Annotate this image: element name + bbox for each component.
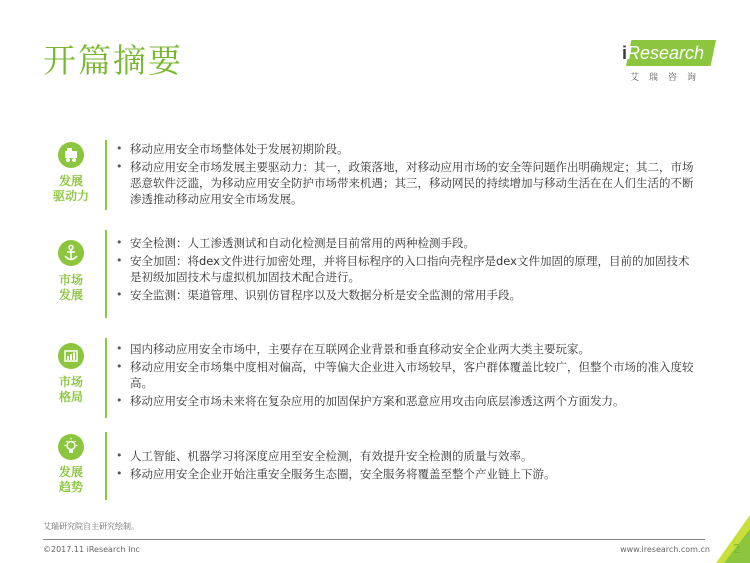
list-item <box>114 359 700 391</box>
page-title: 开篇摘要 <box>43 41 183 80</box>
list-item <box>114 393 700 409</box>
section-label <box>48 273 94 303</box>
bullet-dot-icon: • <box>116 142 123 155</box>
list-item <box>114 341 700 357</box>
footer-divider <box>43 539 705 540</box>
bullet-text: 人工智能、机器学习将深度应用至安全检测，有效提升安全检测的质量与效率。 <box>130 449 533 463</box>
section-label <box>48 174 94 204</box>
label-line-1: 市场 <box>58 375 83 389</box>
website-url: www.iresearch.com.cn <box>620 545 710 554</box>
bullet-text: 安全加固：将dex文件进行加密处理，并将目标程序的入口指向壳程序是dex文件加固的原理，目前的加固技术是初级加固技术与虚拟机加固技术配合进行。 <box>130 254 690 284</box>
bullet-dot-icon: • <box>116 160 123 173</box>
list-item <box>114 466 700 482</box>
bullet-text: 国内移动应用安全市场中，主要存在互联网企业背景和垂直移动安全企业两大类主要玩家。 <box>130 342 590 356</box>
page-number: 2 <box>733 542 741 556</box>
list-item <box>114 448 700 464</box>
bullet-text: 移动应用安全市场未来将在复杂应用的加固保护方案和恶意应用攻击向底层渗透这两个方面发力。 <box>130 394 625 408</box>
bullet-dot-icon: • <box>116 467 123 480</box>
bullet-dot-icon: • <box>116 342 123 355</box>
chart-icon <box>58 343 84 369</box>
logo-subtitle: 艾瑞咨询 <box>630 73 707 83</box>
section-divider <box>105 140 107 210</box>
list-item <box>114 235 700 251</box>
anchor-icon <box>58 240 84 266</box>
lightbulb-icon <box>58 434 84 460</box>
bullet-list <box>114 235 700 305</box>
section-divider <box>105 432 107 500</box>
list-item <box>114 253 700 285</box>
section-market-development <box>48 230 708 318</box>
section-market-landscape <box>48 338 708 418</box>
bullet-text: 移动应用安全企业开始注重安全服务生态圈，安全服务将覆盖至整个产业链上下游。 <box>130 467 556 481</box>
label-line-1: 发展 <box>58 174 83 188</box>
label-line-2: 格局 <box>58 390 83 404</box>
section-label <box>48 465 94 495</box>
bullet-dot-icon: • <box>116 360 123 373</box>
bullet-dot-icon: • <box>116 254 123 267</box>
bullet-text: 安全检测：人工渗透测试和自动化检测是目前常用的两种检测手段。 <box>130 236 475 250</box>
section-divider <box>105 338 107 418</box>
locomotive-icon <box>58 142 84 168</box>
logo-wordmark <box>622 40 704 66</box>
bullet-list <box>114 341 700 411</box>
bullet-text: 移动应用安全市场整体处于发展初期阶段。 <box>130 142 349 156</box>
section-drivers <box>48 140 708 210</box>
label-line-1: 市场 <box>58 273 83 287</box>
list-item <box>114 141 700 157</box>
logo-i: i <box>622 43 628 63</box>
iresearch-logo <box>612 38 717 88</box>
source-note: 艾瑞研究院自主研究绘制。 <box>43 522 139 531</box>
list-item <box>114 159 700 207</box>
section-trends <box>48 432 708 500</box>
bullet-dot-icon: • <box>116 394 123 407</box>
label-line-2: 趋势 <box>58 480 83 494</box>
bullet-text: 安全监测：渠道管理、识别仿冒程序以及大数据分析是安全监测的常用手段。 <box>130 288 521 302</box>
bullet-dot-icon: • <box>116 449 123 462</box>
bullet-list <box>114 141 700 209</box>
label-line-2: 发展 <box>58 288 83 302</box>
bullet-dot-icon: • <box>116 288 123 301</box>
copyright: ©2017.11 iResearch Inc <box>43 545 140 554</box>
logo-research: Research <box>627 43 705 63</box>
bullet-list <box>114 448 700 484</box>
label-line-1: 发展 <box>58 465 83 479</box>
list-item <box>114 287 700 303</box>
label-line-2: 驱动力 <box>52 189 89 203</box>
section-divider <box>105 230 107 318</box>
bullet-dot-icon: • <box>116 236 123 249</box>
section-label <box>48 375 94 405</box>
bullet-text: 移动应用安全市场集中度相对偏高，中等偏大企业进入市场较早，客户群体覆盖比较广，但整个市场的准入度较高。 <box>130 360 694 390</box>
bullet-text: 移动应用安全市场发展主要驱动力：其一，政策落地，对移动应用市场的安全等问题作出明确规定；其二，市场恶意软件泛滥，为移动应用安全防护市场带来机遇；其三，移动网民的持续增加与移动生活在在人们生活的不断渗透推动移动应用安全市场发展。 <box>130 160 694 206</box>
